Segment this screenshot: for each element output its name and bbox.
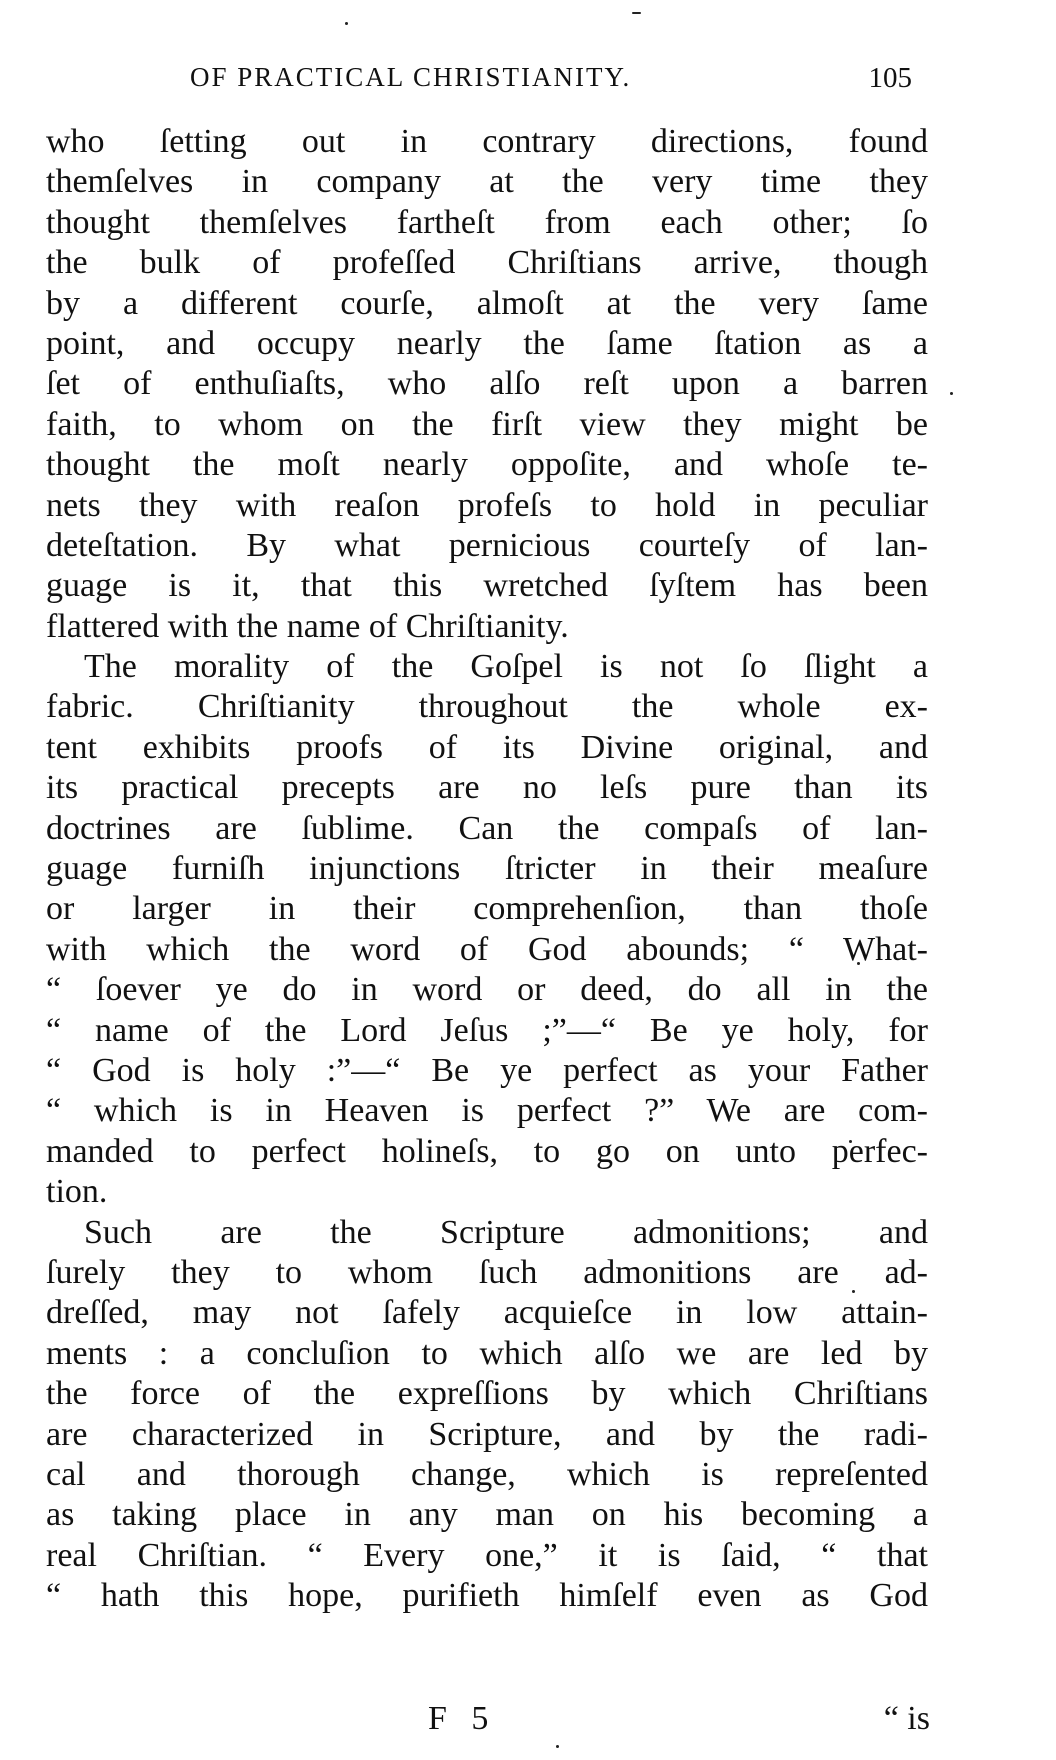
text-line: the bulk of profeſſed Chriſtians arrive, though: [46, 244, 928, 282]
text-line: faith, to whom on the firſt view they might be: [46, 405, 928, 443]
running-head: OF PRACTICAL CHRISTIANITY.: [190, 62, 632, 92]
text-line: manded to perfect holineſs, to go on unto perfec-: [46, 1132, 928, 1170]
text-line: The morality of the Goſpel is not ſo ſlight a: [84, 648, 928, 686]
text-line: ſurely they to whom ſuch admonitions are ad-: [46, 1253, 928, 1291]
text-line: “ name of the Lord Jeſus ;”—“ Be ye holy, for: [46, 1011, 928, 1049]
text-line: “ ſoever ye do in word or deed, do all in the: [46, 971, 928, 1009]
text-line: by a different courſe, almoſt at the very ſame: [46, 284, 928, 322]
text-line: point, and occupy nearly the ſame ſtation as a: [46, 324, 928, 362]
text-line: ſet of enthuſiaſts, who alſo reſt upon a barren: [46, 365, 928, 403]
text-line: with which the word of God abounds; “ What-: [46, 930, 928, 968]
body-text: [46, 122, 928, 1616]
text-line: the force of the expreſſions by which Chriſtians: [46, 1375, 928, 1413]
ink-speck: [950, 392, 953, 395]
text-line: guage is it, that this wretched ſyſtem has been: [46, 567, 928, 605]
ink-speck: [556, 1745, 559, 1748]
page-footer: [0, 1700, 1056, 1744]
text-line: “ hath this hope, purifieth himſelf even as God: [46, 1577, 928, 1615]
ink-speck: [345, 22, 348, 25]
text-line: “ God is holy :”—“ Be ye perfect as your Father: [46, 1051, 928, 1089]
text-line: thought themſelves fartheſt from each other; ſo: [46, 203, 928, 241]
ink-speck: [632, 12, 641, 14]
text-line: doctrines are ſublime. Can the compaſs of lan-: [46, 809, 928, 847]
text-line: thought the moſt nearly oppoſite, and whoſe te-: [46, 446, 928, 484]
text-line: tent exhibits proofs of its Divine original, and: [46, 728, 928, 766]
text-line: tion.: [46, 1173, 108, 1211]
catchword: “ is: [883, 1700, 930, 1737]
text-line: or larger in their comprehenſion, than thoſe: [46, 890, 928, 928]
signature-mark: F 5: [428, 1700, 497, 1737]
text-line: guage furniſh injunctions ſtricter in their meaſure: [46, 850, 928, 888]
text-line: fabric. Chriſtianity throughout the whole ex-: [46, 688, 928, 726]
text-line: dreſſed, may not ſafely acquieſce in low attain-: [46, 1294, 928, 1332]
text-line: as taking place in any man on his becoming a: [46, 1496, 928, 1534]
text-line: flattered with the name of Chriſtianity.: [46, 607, 569, 645]
text-line: deteſtation. By what pernicious courteſy of lan-: [46, 526, 928, 564]
text-line: themſelves in company at the very time they: [46, 163, 928, 201]
text-line: who ſetting out in contrary directions, found: [46, 123, 928, 160]
page-header: [190, 62, 930, 102]
text-line: cal and thorough change, which is repreſented: [46, 1455, 928, 1493]
text-line: Such are the Scripture admonitions; and: [84, 1213, 928, 1251]
text-line: real Chriſtian. “ Every one,” it is ſaid, “ that: [46, 1536, 928, 1574]
text-line: nets they with reaſon profeſs to hold in peculiar: [46, 486, 928, 524]
text-line: are characterized in Scripture, and by the radi-: [46, 1415, 928, 1453]
text-line: its practical precepts are no leſs pure than its: [46, 769, 928, 807]
text-line: “ which is in Heaven is perfect ?” We are com-: [46, 1092, 928, 1130]
text-line: ments : a concluſion to which alſo we are led by: [46, 1334, 928, 1372]
page-number: 105: [868, 62, 912, 94]
